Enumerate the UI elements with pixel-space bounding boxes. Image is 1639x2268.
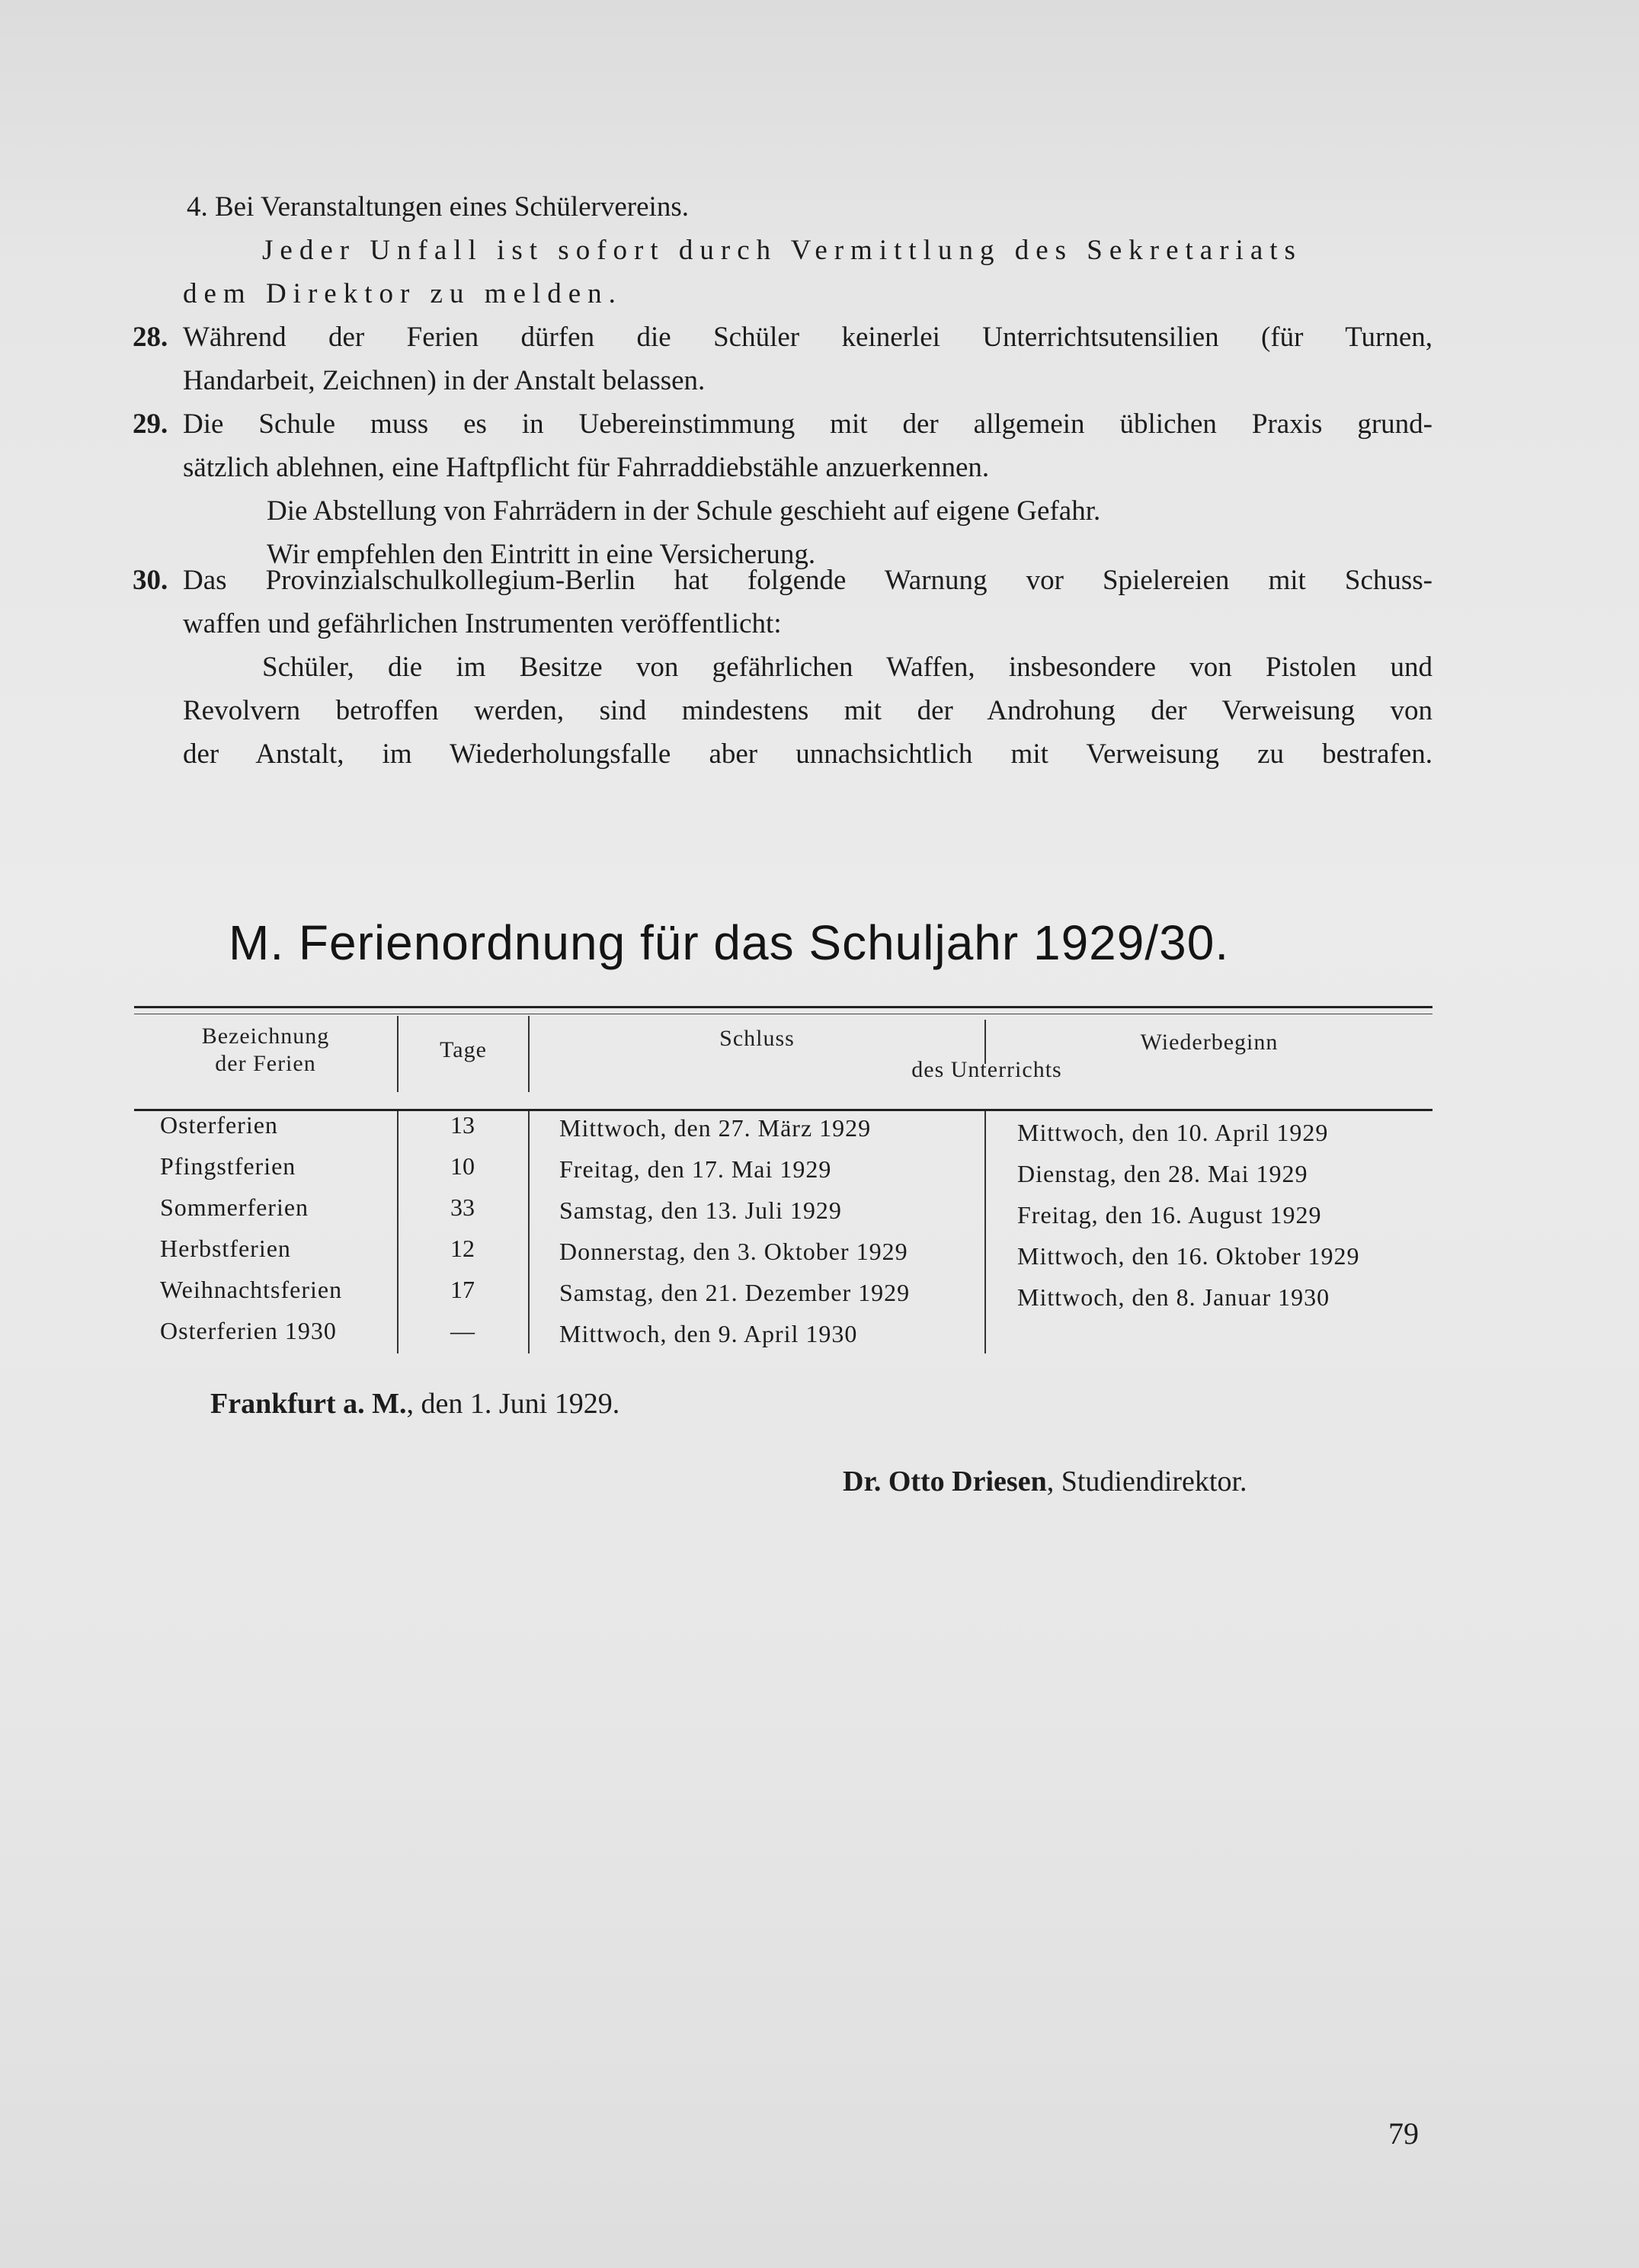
- item-4-text: 4. Bei Veranstaltungen eines Schülervereins.: [187, 191, 689, 223]
- table-top-rule: [134, 1006, 1433, 1008]
- date-text: , den 1. Juni 1929.: [406, 1388, 620, 1420]
- header-tage: Tage: [440, 1037, 487, 1062]
- body-divider-2: [528, 1111, 530, 1353]
- paragraph-28-line-2: Handarbeit, Zeichnen) in der Anstalt belassen.: [183, 365, 706, 396]
- row-4-wiederbeginn: Mittwoch, den 16. Oktober 1929: [1017, 1242, 1360, 1270]
- signer-name: Dr. Otto Driesen: [843, 1466, 1047, 1498]
- row-5-schluss: Samstag, den 21. Dezember 1929: [559, 1279, 911, 1306]
- paragraph-item-4: [183, 185, 1433, 316]
- paragraph-29-number: 29.: [133, 408, 168, 440]
- header-des-unterrichts: des Unterrichts: [911, 1057, 1062, 1082]
- paragraph-30: [133, 559, 1433, 776]
- row-5-name: Weihnachtsferien: [160, 1276, 343, 1303]
- paragraph-28-line-1: Während der Ferien dürfen die Schüler keinerlei Unterrichtsutensilien (für Turnen,: [183, 322, 1433, 353]
- row-1-tage: 13: [450, 1111, 475, 1139]
- accident-notice-line-1: Jeder Unfall ist sofort durch Vermittlung des Sekretariats: [262, 235, 1302, 266]
- row-3-name: Sommerferien: [160, 1193, 309, 1221]
- page-number: 79: [1388, 2116, 1419, 2151]
- section-title: M. Ferienordnung für das Schuljahr 1929/30.: [229, 915, 1230, 970]
- row-6-tage: —: [450, 1317, 475, 1344]
- row-4-name: Herbstferien: [160, 1235, 291, 1262]
- paragraph-28-number: 28.: [133, 322, 168, 353]
- accident-notice-line-2: dem Direktor zu melden.: [183, 278, 623, 309]
- paragraph-30-line-4: Revolvern betroffen werden, sind mindestens mit der Androhung der Verweisung von: [183, 695, 1433, 726]
- row-4-tage: 12: [450, 1235, 475, 1262]
- row-1-wiederbeginn: Mittwoch, den 10. April 1929: [1017, 1119, 1329, 1146]
- row-3-tage: 33: [450, 1193, 475, 1221]
- signature-line: [843, 1465, 1247, 1498]
- paragraph-30-line-2: waffen und gefährlichen Instrumenten veröffentlicht:: [183, 608, 782, 639]
- paragraph-29: [133, 402, 1433, 576]
- row-4-schluss: Donnerstag, den 3. Oktober 1929: [559, 1238, 908, 1265]
- place-name: Frankfurt a. M.: [210, 1388, 407, 1420]
- row-2-name: Pfingstferien: [160, 1152, 296, 1180]
- row-2-wiederbeginn: Dienstag, den 28. Mai 1929: [1017, 1160, 1308, 1187]
- row-6-name: Osterferien 1930: [160, 1317, 337, 1344]
- table-header-rule: [134, 1109, 1433, 1111]
- paragraph-30-line-3: Schüler, die im Besitze von gefährlichen Waffen, insbesondere von Pistolen und: [262, 652, 1433, 683]
- row-1-schluss: Mittwoch, den 27. März 1929: [559, 1114, 872, 1142]
- row-3-schluss: Samstag, den 13. Juli 1929: [559, 1196, 842, 1224]
- header-schluss: Schluss: [719, 1026, 795, 1051]
- row-6-schluss: Mittwoch, den 9. April 1930: [559, 1320, 858, 1347]
- body-divider-3: [984, 1111, 986, 1353]
- row-2-schluss: Freitag, den 17. Mai 1929: [559, 1155, 832, 1183]
- row-5-wiederbeginn: Mittwoch, den 8. Januar 1930: [1017, 1283, 1330, 1311]
- header-bezeichnung: [134, 1023, 397, 1078]
- header-bezeichnung-line-2: der Ferien: [215, 1051, 316, 1076]
- paragraph-28: [133, 316, 1433, 402]
- paragraph-29-line-3: Die Abstellung von Fahrrädern in der Schule geschieht auf eigene Gefahr.: [267, 495, 1101, 527]
- paragraph-29-line-2: sätzlich ablehnen, eine Haftpflicht für Fahrraddiebstähle anzuerkennen.: [183, 452, 990, 483]
- row-5-tage: 17: [450, 1276, 475, 1303]
- paragraph-30-number: 30.: [133, 565, 168, 596]
- signer-title: , Studiendirektor.: [1046, 1466, 1247, 1498]
- header-wiederbeginn: Wiederbeginn: [1140, 1030, 1279, 1055]
- header-bezeichnung-line-1: Bezeichnung: [201, 1023, 330, 1049]
- paragraph-30-line-5: der Anstalt, im Wiederholungsfalle aber unnachsichtlich mit Verweisung zu bestrafen.: [183, 738, 1433, 770]
- place-date-line: [210, 1387, 619, 1421]
- paragraph-29-line-4: Wir empfehlen den Eintritt in eine Versicherung.: [267, 539, 816, 570]
- row-1-name: Osterferien: [160, 1111, 278, 1139]
- paragraph-30-line-1: Das Provinzialschulkollegium-Berlin hat folgende Warnung vor Spielereien mit Schuss-: [183, 565, 1433, 596]
- paragraph-29-line-1: Die Schule muss es in Uebereinstimmung mit der allgemein üblichen Praxis grund-: [183, 408, 1433, 440]
- row-2-tage: 10: [450, 1152, 475, 1180]
- row-3-wiederbeginn: Freitag, den 16. August 1929: [1017, 1201, 1322, 1228]
